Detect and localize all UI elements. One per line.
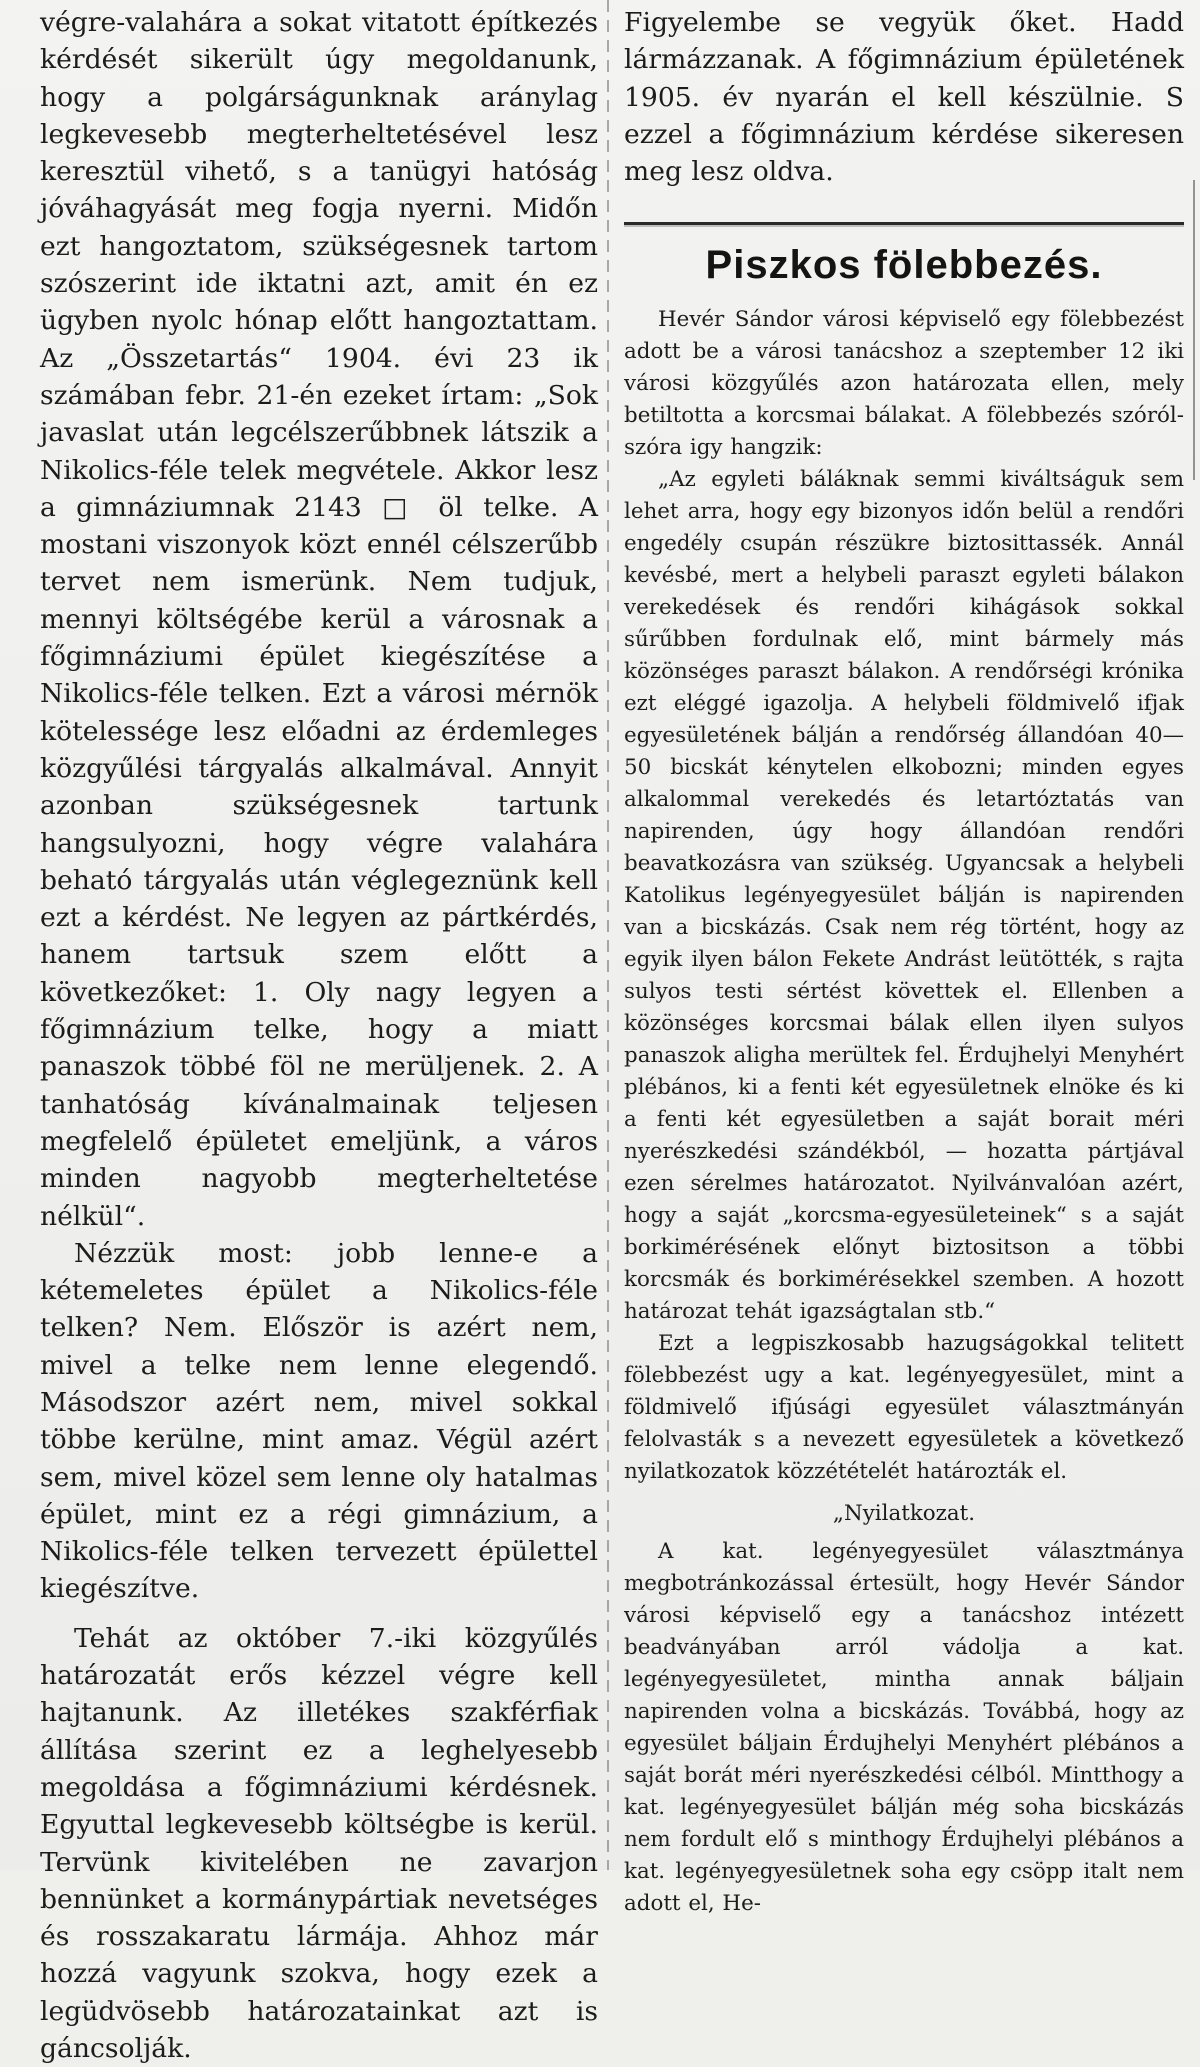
declaration-paragraph: A kat. legényegyesület választmánya megbotránkozással értesült, hogy Hevér Sándor városi képviselő egy a tanácshoz intézett beadványában arról vádolja a kat. legényegyesületet, mintha annak báljain napirenden volna a bicskázás. Továbbá, hogy az egyesület báljain Érdujhelyi Menyhért plébános a saját borát méri nyerészkedési célból. Mintthogy a kat. legényegyesület bálján még soha bicskázás nem fordult elő s minthogy Érdujhelyi plébános a kat. legényegyesületnek soha egy csöpp italt nem adott el, He- — [624, 1539, 1184, 1917]
declaration-title: „Nyilatkozat. — [832, 1501, 976, 1527]
column-divider — [607, 0, 609, 1870]
page-edge-rule — [1193, 180, 1195, 480]
article-paragraph-3: Tehát az október 7.-iki közgyűlés határozatát erős kézzel végre kell hajtanunk. Az illetékes szakférfiak állítása szerint ez a leghelyesebb megoldása a főgimnáziumi kérdésnek. Egyuttal legkevesebb költségbe is kerül. Tervünk kivitelében ne zavarjon bennünket a kormánypártiak nevetséges és rosszakaratu lármája. Ahhoz már hozzá vagyunk szokva, hogy ezek a legüdvösebb határozatainkat azt is gáncsolják. — [40, 1622, 598, 2065]
right-column — [624, 4, 1184, 1920]
article-headline: Piszkos fölebbezés. — [705, 243, 1103, 288]
appeal-intro-paragraph: Hevér Sándor városi képviselő egy fölebbezést adott be a városi tanácshoz a szeptember 12 iki városi közgyűlés azon határozata ellen, mely betiltotta a korcsmai bálakat. A fölebbezés szóról-szóra igy hangzik: — [624, 307, 1184, 461]
left-column — [40, 4, 598, 2067]
article-paragraph-1: végre-valahára a sokat vitatott építkezés kérdését sikerült úgy megoldanunk, hogy a polgárságunknak aránylag legkevesebb megterheltetésével lesz keresztül vihető, s a tanügyi hatóság jóváhagyását meg fogja nyerni. Midőn ezt hangoztatom, szükségesnek tartom szószerint ide iktatni azt, amit én ez ügyben nyolc hónap előtt hangoztattam. Az „Összetartás“ 1904. évi 23 ik számában febr. 21-én ezeket írtam: „Sok javaslat után legcélszerűbbnek látszik a Nikolics-féle telek megvétele. Akkor lesz a gimnáziumnak 2143 □ öl telke. A mostani viszonyok közt ennél célszerűbb tervet nem ismerünk. Nem tudjuk, mennyi költségébe kerül a városnak a főgimnáziumi épület kiegészítése a Nikolics-féle telken. Ezt a városi mérnök kötelessége lesz előadni az érdemleges közgyűlési tárgyalás alkalmával. Annyit azonban szükségesnek tartunk hangsulyozni, hogy végre valahára beható tárgyalás után véglegeznünk kell ezt a kérdést. Ne legyen az pártkérdés, hanem tartsuk szem előtt a következőket: 1. Oly nagy legyen a főgimnázium telke, hogy a miatt panaszok többé föl ne merüljenek. 2. A tanhatóság kívánalmainak teljesen megfelelő épületet emeljünk, a város minden nagyobb megterheltetése nélkül“. — [40, 7, 598, 1232]
appeal-comment-paragraph: Ezt a legpiszkosabb hazugságokkal telitett fölebbezést ugy a kat. legényegyesület, mint a földmivelő ifjúsági egyesület választmányán felolvasták s a nevezett egyesületek a következő nyilatkozatok közzétételét határozták el. — [624, 1331, 1184, 1485]
article-paragraph-2: Nézzük most: jobb lenne-e a kétemeletes épület a Nikolics-féle telken? Nem. Először is azért nem, mivel a telke nem lenne elegendő. Másodszor azért nem, mivel sokkal többe kerülne, mint amaz. Végül azért sem, mivel közel sem lenne oly hatalmas épület, mint ez a régi gimnázium, a Nikolics-féle telken tervezett épülettel kiegészítve. — [40, 1237, 598, 1605]
appeal-quote-paragraph: „Az egyleti báláknak semmi kiváltságuk sem lehet arra, hogy egy bizonyos időn belül a rendőri engedély csupán részükre biztosittassék. Annál kevésbé, mert a helybeli paraszt egyleti bálakon verekedések és rendőri kihágások sokkal sűrűbben fordulnak elő, mint bármely más közönséges paraszt bálakon. A rendőrségi krónika ezt eléggé igazolja. A helybeli földmivelő ifjak egyesületének bálján a rendőrség állandóan 40—50 bicskát kénytelen elkobozni; minden egyes alkalommal verekedés és letartóztatás van napirenden, úgy hogy állandóan rendőri beavatkozásra van szükség. Ugyancsak a helybeli Katolikus legényegyesület bálján is napirenden van a bicskázás. Csak nem rég történt, hogy az egyik ilyen bálon Fekete Andrást leütötték, s rajta sulyos testi sértést követtek el. Ellenben a közönséges korcsmai bálak ellen ilyen sulyos panaszok aligha merültek fel. Érdujhelyi Menyhért plébános, ki a fenti két egyesületnek elnöke és ki a fenti két egyesületben a saját borait méri nyerészkedési szándékból, — hozatta pártjával ezen sérelmes határozatot. Nyilvánvalóan azért, hogy a saját „korcsma-egyesületeinek“ s a saját borkimérésének előnyt biztositson a többi korcsmák és borkimérésekkel szemben. A hozott határozat tehát igazságtalan stb.“ — [624, 467, 1184, 1325]
article-conclusion: Figyelembe se vegyük őket. Hadd lármázzanak. A főgimnázium épületének 1905. év nyarán el kell készülnie. S ezzel a főgimnázium kérdése sikeresen meg lesz oldva. — [624, 7, 1184, 188]
section-rule — [624, 222, 1184, 225]
